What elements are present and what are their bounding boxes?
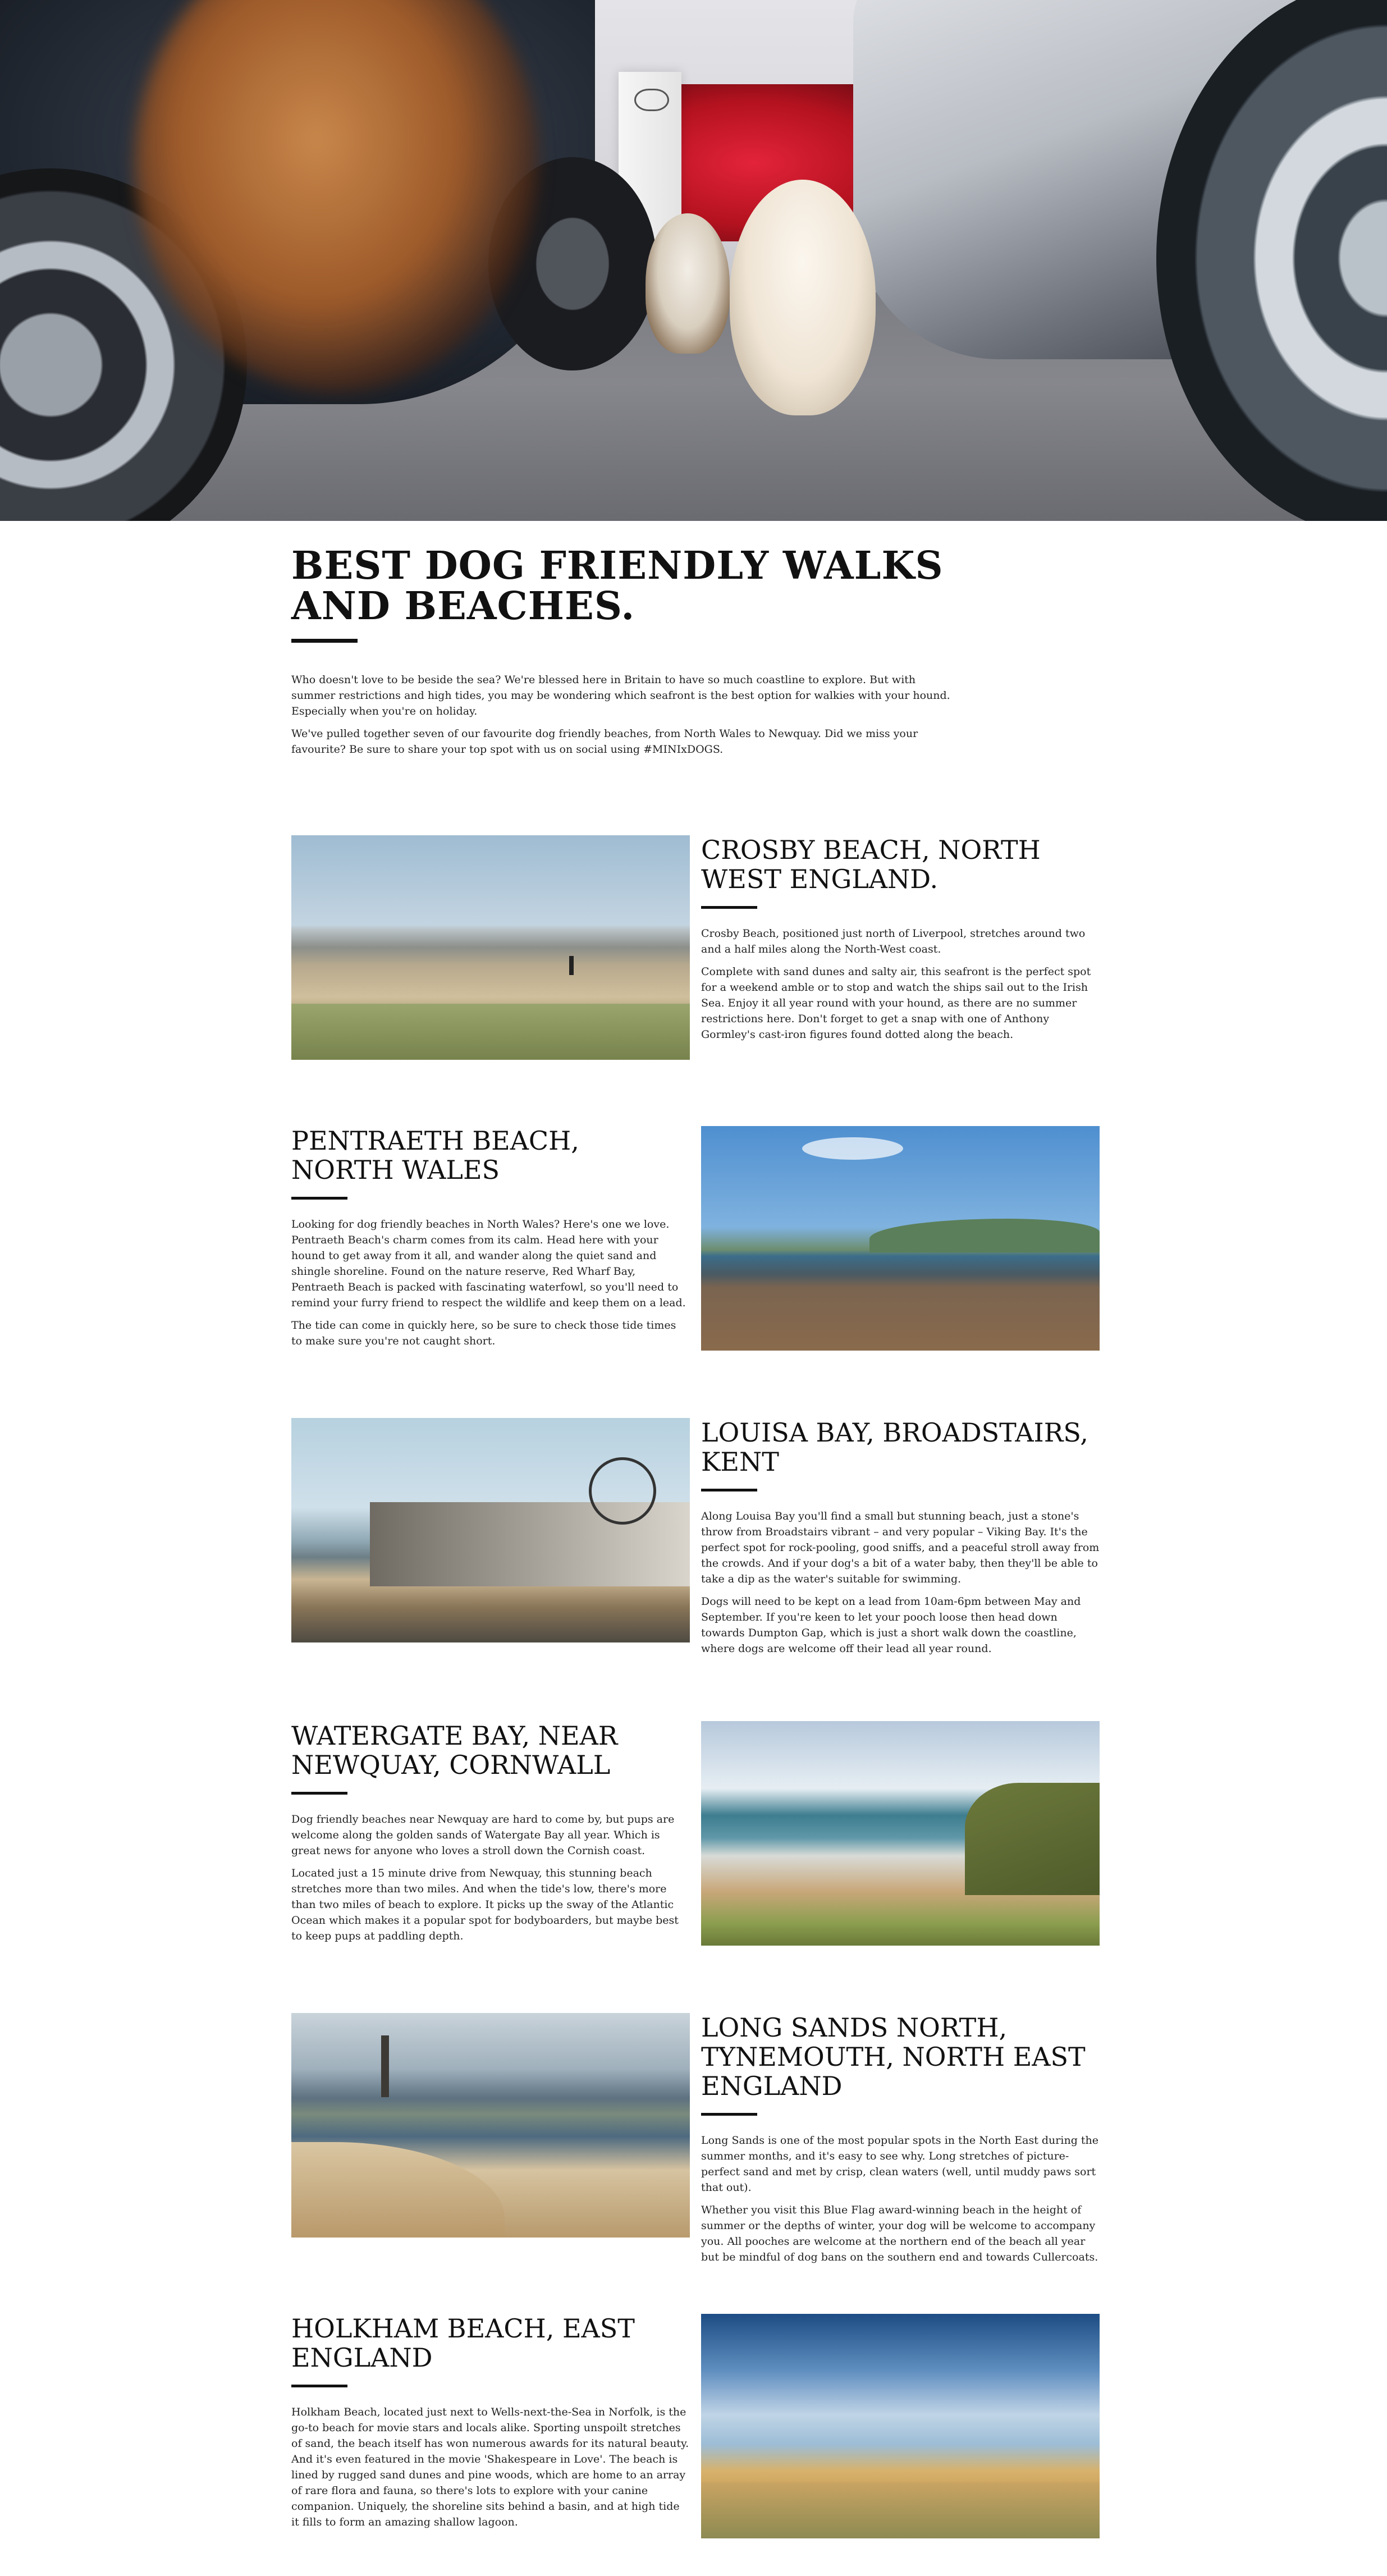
intro-paragraph: Who doesn't love to be beside the sea? We're blessed here in Britain to have so much coastline to explore. But with summer restrictions and high tides, you may be wondering which seafront is the best option for walkies with your hound. Especially when you're on holiday.: [291, 674, 950, 717]
beach-section-holkham: [291, 2314, 1100, 2538]
section-title: WATERGATE BAY, NEAR NEWQUAY, CORNWALL: [291, 1721, 618, 1780]
section-text: [701, 2013, 1100, 2272]
section-text: [701, 1418, 1100, 1663]
title-underline: [291, 1792, 347, 1795]
beach-section-pentraeth: [291, 1126, 1100, 1351]
beach-photo-watergate-bay: [701, 1721, 1100, 1946]
section-title: PENTRAETH BEACH, NORTH WALES: [291, 1125, 579, 1185]
beach-section-long-sands: [291, 2012, 1100, 2263]
section-paragraph: Dog friendly beaches near Newquay are hard to come by, but pups are welcome along the golden sands of Watergate Bay all year. Which is great news for anyone who loves a stroll down the Cornish coast.: [291, 1813, 675, 1857]
section-text: [291, 2314, 690, 2537]
headland: [869, 1219, 1100, 1252]
title-underline: [291, 1197, 347, 1200]
section-paragraph: Holkham Beach, located just next to Wells-next-the-Sea in Norfolk, is the go-to beach for movie stars and locals alike. Sporting unspoilt stretches of sand, the beach itself has won numerous awards for its natural beauty. And it's even featured in the movie 'Shakespeare in Love'. The beach is lined by rugged sand dunes and pine woods, which are home to an array of rare flora and fauna, so there's lots to explore with your canine companion. Uniquely, the shoreline sits behind a basin, and at high tide it fills to form an amazing shallow lagoon.: [291, 2406, 689, 2528]
hero-image: [0, 0, 1387, 521]
beach-section-watergate-bay: [291, 1721, 1100, 1946]
beach-section-crosby: [291, 835, 1100, 1060]
beach-section-louisa-bay: [291, 1417, 1100, 1655]
white-fluffy-dog: [730, 180, 876, 415]
cliff: [965, 1783, 1100, 1895]
section-title: LOUISA BAY, BROADSTAIRS, KENT: [701, 1417, 1088, 1477]
title-underline: [291, 2385, 347, 2387]
dune-grass: [291, 1004, 690, 1060]
mini-logo-icon: [634, 89, 669, 111]
section-paragraph: Long Sands is one of the most popular spots in the North East during the summer months, and it's easy to see why. Long stretches of picture-perfect sand and met by crisp, clean waters (well, until muddy paws sort that out).: [701, 2134, 1099, 2194]
intro: [291, 543, 954, 764]
section-title: CROSBY BEACH, NORTH WEST ENGLAND.: [701, 835, 1041, 894]
section-text: [701, 835, 1100, 1049]
section-paragraph: Looking for dog friendly beaches in North Wales? Here's one we love. Pentraeth Beach's charm comes from its calm. Head here with your hound to get away from it all, and wander along the quiet sand and shingle shoreline. Found on the nature reserve, Red Wharf Bay, Pentraeth Beach is packed with fascinating waterfowl, so you'll need to remind your furry friend to respect the wildlife and keep them on a lead.: [291, 1218, 686, 1309]
title-underline: [291, 639, 358, 643]
beach-photo-crosby: [291, 835, 690, 1060]
intro-paragraph: We've pulled together seven of our favourite dog friendly beaches, from North Wales to Newquay. Did we miss your favourite? Be sure to share your top spot with us on social using #MINIxDOGS.: [291, 727, 918, 756]
section-paragraph: Complete with sand dunes and salty air, this seafront is the perfect spot for a weekend amble or to stop and watch the ships sail out to the Irish Sea. Enjoy it all year round with your hound, as there are no summer restrictions here. Don't forget to get a snap with one of Anthony Gormley's cast-iron figures found dotted along the beach.: [701, 966, 1091, 1041]
section-text: [291, 1126, 690, 1356]
section-paragraph: Whether you visit this Blue Flag award-winning beach in the height of summer or the depths of winter, your dog will be welcome to accompany you. All pooches are welcome at the northern end of the beach all year but be mindful of dog bans on the southern end and towards Cullercoats.: [701, 2204, 1098, 2263]
cloud: [802, 1137, 903, 1160]
section-paragraph: The tide can come in quickly here, so be sure to check those tide times to make sure you're not caught short.: [291, 1319, 676, 1347]
page-title: BEST DOG FRIENDLY WALKS AND BEACHES.: [291, 543, 944, 629]
section-title: HOLKHAM BEACH, EAST ENGLAND: [291, 2313, 635, 2373]
title-underline: [701, 2113, 757, 2116]
ferris-wheel: [589, 1457, 656, 1525]
sand-dunes: [701, 2482, 1100, 2538]
section-title: LONG SANDS NORTH, TYNEMOUTH, NORTH EAST ENGLAND: [701, 2012, 1086, 2101]
title-underline: [701, 906, 757, 909]
section-paragraph: Along Louisa Bay you'll find a small but stunning beach, just a stone's throw from Broadstairs vibrant – and very popular – Viking Bay. It's the perfect spot for rock-pooling, good sniffs, and a peaceful stroll away from the crowds. And if your dog's a bit of a water baby, then they'll be able to take a dip as the water's suitable for swimming.: [701, 1510, 1100, 1585]
beach-photo-long-sands: [291, 2013, 690, 2238]
section-text: [291, 1721, 690, 1951]
title-underline: [701, 1489, 757, 1491]
beach-photo-holkham: [701, 2314, 1100, 2538]
church-spire: [381, 2035, 389, 2097]
figure-silhouette: [569, 956, 574, 975]
sandy-beach: [291, 2142, 505, 2238]
beach-photo-pentraeth: [701, 1126, 1100, 1351]
terrier-dog: [646, 213, 730, 354]
section-paragraph: Dogs will need to be kept on a lead from 10am-6pm between May and September. If you're keen to let your pooch loose then head down towards Dumpton Gap, which is just a short walk down the coastline, where dogs are welcome off their lead all year round.: [701, 1595, 1081, 1655]
beach-photo-louisa-bay: [291, 1418, 690, 1642]
section-paragraph: Crosby Beach, positioned just north of Liverpool, stretches around two and a half miles along the North-West coast.: [701, 927, 1086, 955]
section-paragraph: Located just a 15 minute drive from Newquay, this stunning beach stretches more than two miles. And when the tide's low, there's more than two miles of beach to explore. It picks up the sway of the Atlantic Ocean which makes it a popular spot for bodyboarders, but maybe best to keep pups at paddling depth.: [291, 1867, 679, 1942]
